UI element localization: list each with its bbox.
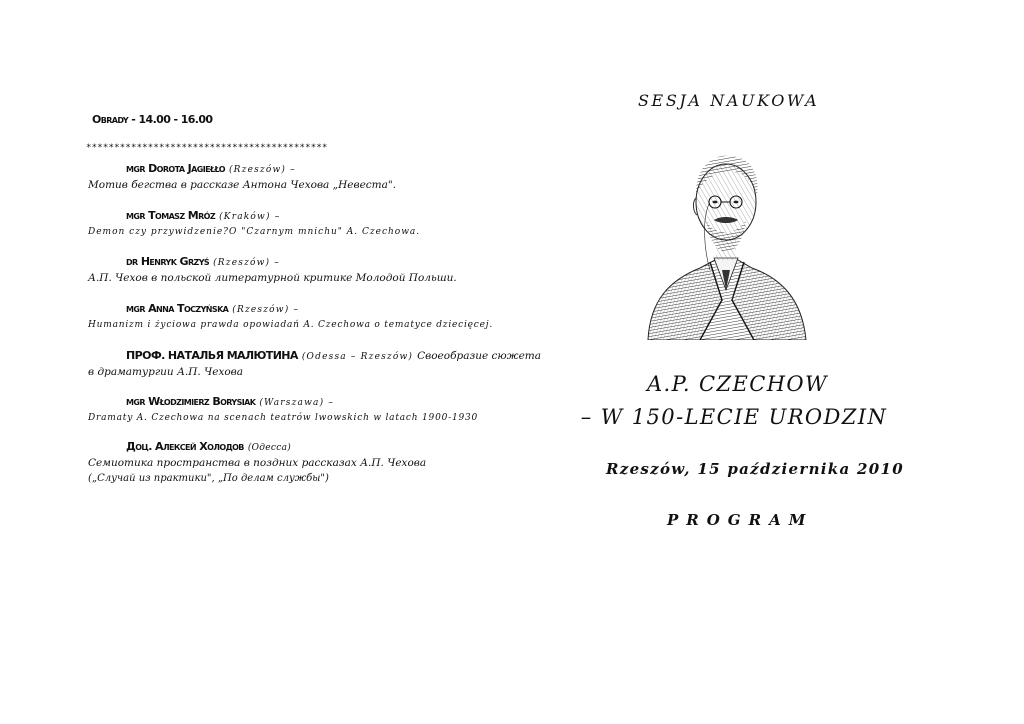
talk-title: Demon czy przywidzenie?O "Czarnym mnichu" A. Czechowa. xyxy=(88,227,421,237)
program-label: PROGRAM xyxy=(667,511,814,529)
speaker-name: dr Henryk Grzyś xyxy=(126,255,210,268)
speaker-city: (Odessa – Rzeszów) xyxy=(301,352,414,362)
speaker-name: mgr Włodzimierz Borysiak xyxy=(126,395,256,408)
speaker-city: (Kraków) – xyxy=(219,212,281,222)
separator-stars: ******************************************* xyxy=(86,143,328,153)
event-date: Rzeszów, 15 października 2010 xyxy=(606,460,904,478)
session-time: Obrady - 14.00 - 16.00 xyxy=(92,113,213,126)
speaker-name: Доц. Алексей Холодов xyxy=(126,440,244,453)
talk-title-start: Своеобразие сюжета xyxy=(417,350,542,362)
talk-title: Семиотика пространства в поздних рассказах А.П. Чехова xyxy=(88,457,427,469)
speaker-city: (Rzeszów) – xyxy=(213,258,281,268)
program-entry xyxy=(88,347,542,380)
chekhov-portrait-image xyxy=(640,140,812,340)
speaker-name: ПРОФ. НАТАЛЬЯ МАЛЮТИНА xyxy=(126,349,298,362)
speaker-name: mgr Anna Toczyńska xyxy=(126,302,229,315)
talk-title: Dramaty A. Czechowa na scenach teatrów lwowskich w latach 1900-1930 xyxy=(88,413,479,423)
talk-title: в драматургии А.П. Чехова xyxy=(88,366,244,378)
program-entry xyxy=(88,207,508,240)
speaker-name: mgr Tomasz Mróz xyxy=(126,209,216,222)
program-entry xyxy=(88,160,508,193)
speaker-city: (Rzeszów) – xyxy=(228,165,296,175)
talk-title: Мотив бегства в рассказе Антона Чехова „Невеста". xyxy=(88,179,397,191)
speaker-name: mgr Dorota Jagiełło xyxy=(126,162,225,175)
main-title-line-2: – W 150-LECIE URODZIN xyxy=(580,405,888,429)
program-entry xyxy=(88,393,508,426)
session-heading: SESJA NAUKOWA xyxy=(638,91,820,110)
program-entry xyxy=(88,253,508,286)
speaker-city: (Rzeszów) – xyxy=(232,305,300,315)
talk-title: Humanizm i życiowa prawda opowiadań A. Czechowa o tematyce dziecięcej. xyxy=(88,320,494,330)
program-entry xyxy=(88,300,508,333)
program-entry xyxy=(88,438,508,486)
speaker-city: (Одесса) xyxy=(247,443,292,453)
speaker-city: (Warszawa) – xyxy=(259,398,335,408)
talk-title: А.П. Чехов в польской литературной критике Молодой Польши. xyxy=(88,272,457,284)
talk-title-cont: („Случай из практики", „По делам службы") xyxy=(88,473,329,484)
main-title-line-1: A.P. CZECHOW xyxy=(646,372,829,396)
